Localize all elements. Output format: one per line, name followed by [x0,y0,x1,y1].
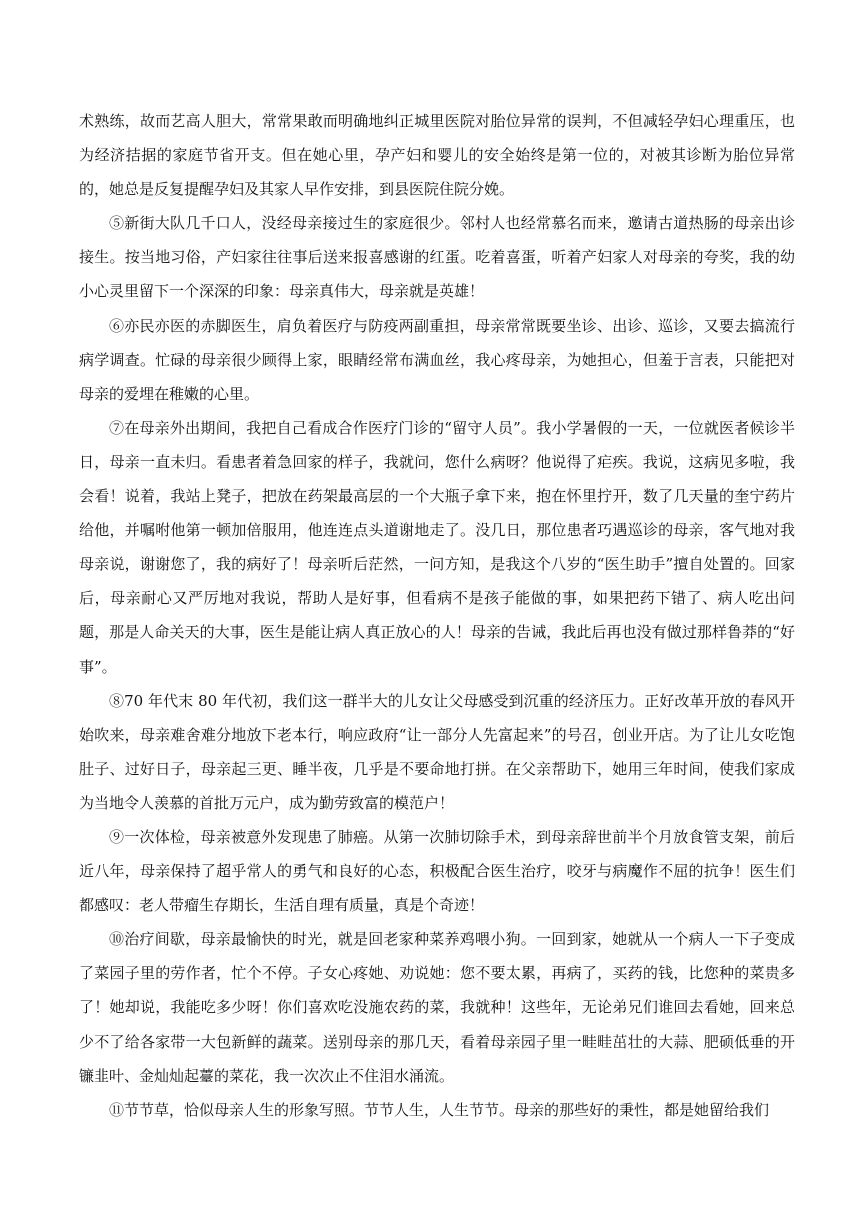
paragraph-6: ⑥亦民亦医的赤脚医生，肩负着医疗与防疫两副重担，母亲常常既要坐诊、出诊、巡诊，又要去搞流行病学调查。忙碌的母亲很少顾得上家，眼睛经常布满血丝，我心疼母亲，为她担心，但羞于言表，只能把对母亲的爱埋在稚嫩的心里。 [79,316,795,403]
paragraph-9: ⑨一次体检，母亲被意外发现患了肺癌。从第一次肺切除手术，到母亲辞世前半个月放食管支架，前后近八年，母亲保持了超乎常人的勇气和良好的心态，积极配合医生治疗，咬牙与病魔作不屈的抗争！医生们都感叹：老人带瘤生存期长，生活自理有质量，真是个奇迹！ [79,827,795,915]
paragraph-10: ⑩治疗间歇，母亲最愉快的时光，就是回老家种菜养鸡喂小狗。一回到家，她就从一个病人一下子变成了菜园子里的劳作者，忙个不停。子女心疼她、劝说她：您不要太累，再病了，买药的钱，比您种的菜贵多了！她却说，我能吃多少呀！你们喜欢吃没施农药的菜，我就种！这些年，无论弟兄们谁回去看她，回来总少不了给各家带一大包新鲜的蔬菜。送别母亲的那几天，看着母亲园子里一畦畦茁壮的大蒜、肥硕低垂的开镰韭叶、金灿灿起薹的菜花，我一次次止不住泪水涌流。 [79,930,795,1085]
article-body [79,104,795,1127]
paragraph-5: ⑤新街大队几千口人，没经母亲接过生的家庭很少。邻村人也经常慕名而来，邀请古道热肠的母亲出诊接生。按当地习俗，产妇家往往事后送来报喜感谢的红蛋。吃着喜蛋，听着产妇家人对母亲的夸奖，我的幼小心灵里留下一个深深的印象：母亲真伟大，母亲就是英雄！ [79,214,795,301]
paragraph-7: ⑦在母亲外出期间，我把自己看成合作医疗门诊的“留守人员”。我小学暑假的一天，一位就医者候诊半日，母亲一直未归。看患者着急回家的样子，我就问，您什么病呀？他说得了疟疾。我说，这病见多啦，我会看！说着，我站上凳子，把放在药架最高层的一个大瓶子拿下来，抱在怀里拧开，数了几天量的奎宁药片给他，并嘱咐他第一顿加倍服用，他连连点头道谢地走了。没几日，那位患者巧遇巡诊的母亲，客气地对我母亲说，谢谢您了，我的病好了！母亲听后茫然，一问方知，是我这个八岁的“医生助手”擅自处置的。回家后，母亲耐心又严厉地对我说，帮助人是好事，但看病不是孩子能做的事，如果把药下错了、病人吃出问题，那是人命关天的大事，医生是能让病人真正放心的人！母亲的告诫，我此后再也没有做过那样鲁莽的“好事”。 [79,418,795,676]
paragraph-continued: 术熟练，故而艺高人胆大，常常果敢而明确地纠正城里医院对胎位异常的误判，不但减轻孕妇心理重压，也为经济拮据的家庭节省开支。但在她心里，孕产妇和婴儿的安全始终是第一位的，对被其诊断为胎位异常的，她总是反复提醒孕妇及其家人早作安排，到县医院住院分娩。 [79,112,795,199]
paragraph-11: ⑪节节草，恰似母亲人生的形象写照。节节人生，人生节节。母亲的那些好的秉性，都是她留给我们 [109,1100,770,1119]
paragraph-8: ⑧70 年代末 80 年代初，我们这一群半大的儿女让父母感受到沉重的经济压力。正好改革开放的春风开始吹来，母亲难舍难分地放下老本行，响应政府“让一部分人先富起来”的号召，创业开店。为了让儿女吃饱肚子、过好日子，母亲起三更、睡半夜，几乎是不要命地打拼。在父亲帮助下，她用三年时间，使我们家成为当地令人羡慕的首批万元户，成为勤劳致富的模范户！ [79,691,795,812]
